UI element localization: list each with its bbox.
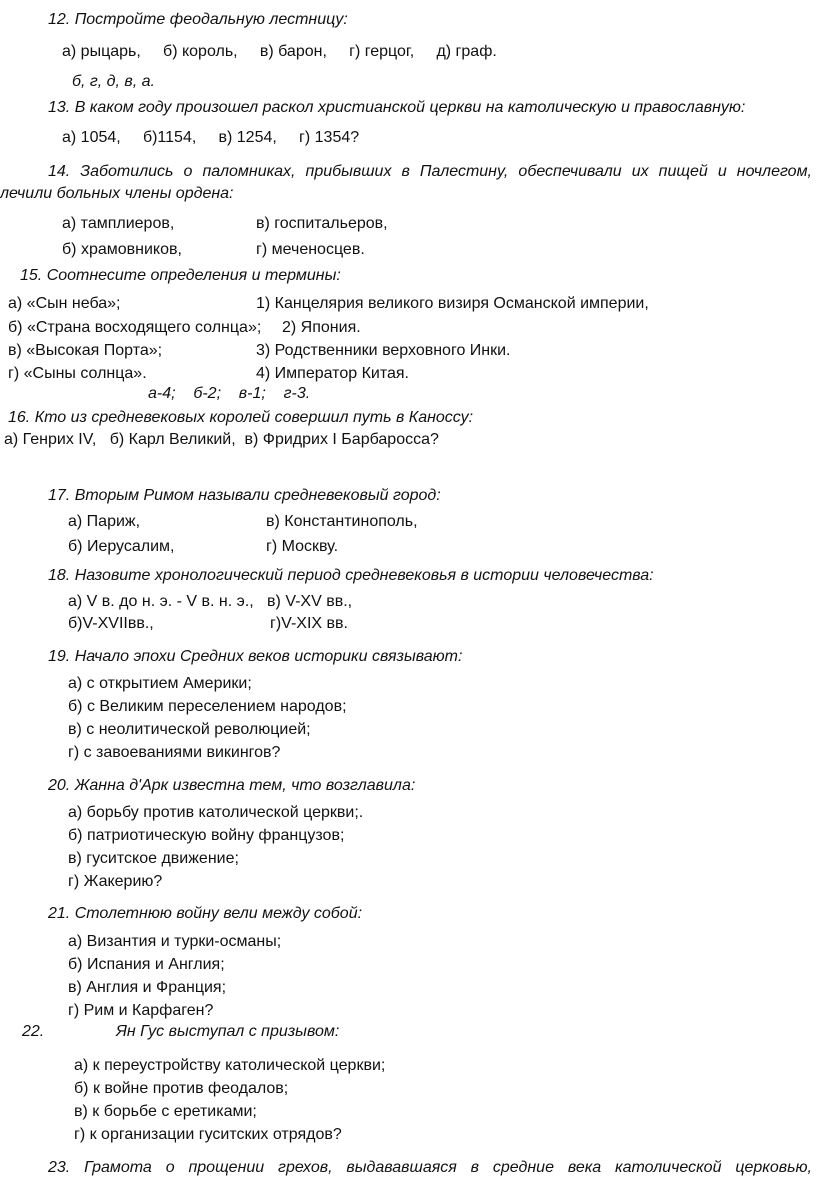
q20-option-a: а) борьбу против католической церкви;. bbox=[68, 804, 364, 821]
q15-right-3: 3) Родственники верховного Инки. bbox=[256, 342, 511, 359]
q15-left-b: б) «Страна восходящего солнца»; bbox=[8, 319, 262, 336]
q15-answer: а-4; б-2; в-1; г-3. bbox=[148, 385, 311, 402]
q21-option-v: в) Англия и Франция; bbox=[68, 979, 227, 996]
q22-option-b: б) к войне против феодалов; bbox=[74, 1080, 289, 1097]
q14-option-b: б) храмовников, bbox=[62, 241, 182, 258]
q22-option-a: а) к переустройству католической церкви; bbox=[74, 1057, 386, 1074]
q22-number: 22. bbox=[22, 1023, 45, 1040]
q15-left-v: в) «Высокая Порта»; bbox=[8, 342, 163, 359]
q14-option-g: г) меченосцев. bbox=[256, 241, 365, 258]
q15-left-g: г) «Сыны солнца». bbox=[8, 365, 147, 382]
q19-title: 19. Начало эпохи Средних веков историки связывают: bbox=[48, 648, 463, 665]
q13-options: а) 1054, б)1154, в) 1254, г) 1354? bbox=[62, 129, 360, 146]
q17-option-v: в) Константинополь, bbox=[266, 513, 418, 530]
q14-option-a: а) тамплиеров, bbox=[62, 215, 175, 232]
q12-title: 12. Постройте феодальную лестницу: bbox=[48, 11, 348, 28]
q22-title: Ян Гус выступал с призывом: bbox=[116, 1023, 340, 1040]
q16-options: а) Генрих IV, б) Карл Великий, в) Фридрих I Барбаросса? bbox=[4, 431, 439, 448]
q21-option-a: а) Византия и турки-османы; bbox=[68, 933, 282, 950]
q15-right-2: 2) Япония. bbox=[282, 319, 361, 336]
q23-title: 23. Грамота о прощении грехов, выдававшаяся в средние века католической церковью, bbox=[48, 1159, 812, 1176]
q13-title: 13. В каком году произошел раскол христианской церкви на католическую и православную: bbox=[48, 99, 746, 116]
q18-option-b: б)V-XVIIвв., bbox=[68, 615, 154, 632]
q17-option-b: б) Иерусалим, bbox=[68, 538, 175, 555]
q15-right-4: 4) Император Китая. bbox=[256, 365, 409, 382]
q19-option-g: г) с завоеваниями викингов? bbox=[68, 744, 281, 761]
q20-title: 20. Жанна д'Арк известна тем, что возглавила: bbox=[48, 777, 416, 794]
q20-option-b: б) патриотическую войну французов; bbox=[68, 827, 345, 844]
q17-option-g: г) Москву. bbox=[266, 538, 339, 555]
q22-option-v: в) к борьбе с еретиками; bbox=[74, 1103, 257, 1120]
q19-option-b: б) с Великим переселением народов; bbox=[68, 698, 347, 715]
q22-option-g: г) к организации гуситских отрядов? bbox=[74, 1126, 342, 1143]
q15-title: 15. Соотнесите определения и термины: bbox=[20, 267, 341, 284]
q17-title: 17. Вторым Римом называли средневековый город: bbox=[48, 487, 441, 504]
q20-option-v: в) гуситское движение; bbox=[68, 850, 239, 867]
q16-title: 16. Кто из средневековых королей совершил путь в Каноссу: bbox=[8, 409, 474, 426]
q21-option-g: г) Рим и Карфаген? bbox=[68, 1002, 214, 1019]
q12-options: а) рыцарь, б) король, в) барон, г) герцог, д) граф. bbox=[62, 43, 497, 60]
q19-option-a: а) с открытием Америки; bbox=[68, 675, 252, 692]
q18-title: 18. Назовите хронологический период средневековья в истории человечества: bbox=[48, 567, 654, 584]
q21-option-b: б) Испания и Англия; bbox=[68, 956, 225, 973]
q14-option-v: в) госпитальеров, bbox=[256, 215, 388, 232]
q12-answer: б, г, д, в, а. bbox=[72, 73, 155, 90]
q15-left-a: а) «Сын неба»; bbox=[8, 295, 121, 312]
q14-title-line1: 14. Заботились о паломниках, прибывших в Палестину, обеспечивали их пищей и ночлегом, bbox=[48, 163, 812, 180]
q20-option-g: г) Жакерию? bbox=[68, 873, 163, 890]
q18-option-g: г)V-XIX вв. bbox=[270, 615, 348, 632]
q18-options-line1: а) V в. до н. э. - V в. н. э., в) V-XV вв., bbox=[68, 593, 353, 610]
q15-right-1: 1) Канцелярия великого визиря Османской империи, bbox=[256, 295, 649, 312]
q17-option-a: а) Париж, bbox=[68, 513, 141, 530]
q21-title: 21. Столетнюю войну вели между собой: bbox=[48, 905, 363, 922]
q19-option-v: в) с неолитической революцией; bbox=[68, 721, 311, 738]
q14-title-line2: лечили больных члены ордена: bbox=[0, 185, 234, 202]
